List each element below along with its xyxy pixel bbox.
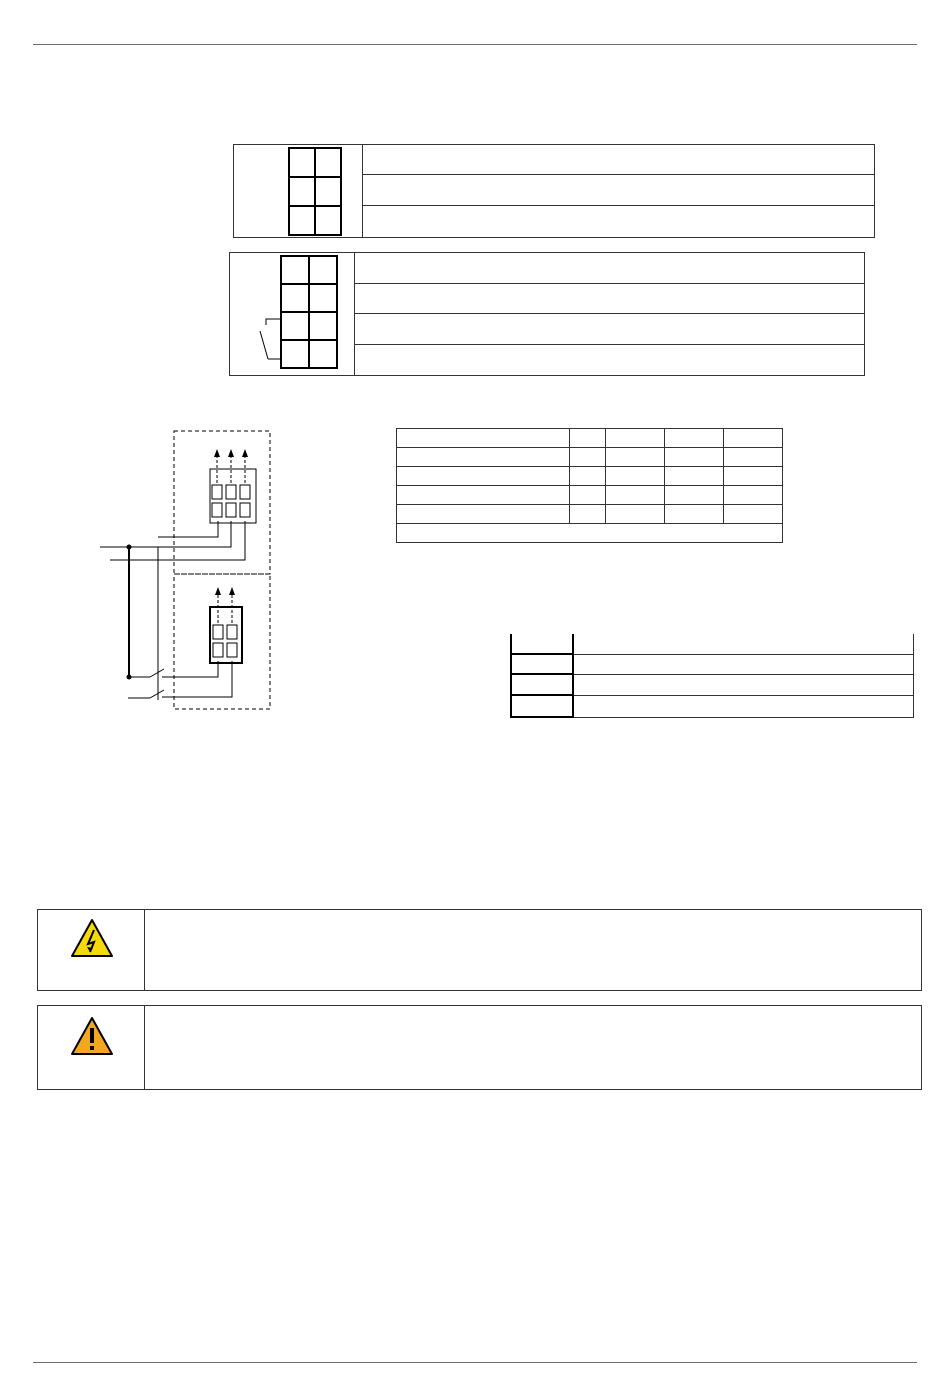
table-row bbox=[397, 486, 783, 505]
table-cell bbox=[724, 467, 783, 486]
table-cell bbox=[397, 429, 570, 448]
table-cell bbox=[606, 448, 665, 467]
table-cell bbox=[569, 505, 606, 524]
table-cell bbox=[606, 505, 665, 524]
table-cell bbox=[569, 467, 606, 486]
electric-hazard-icon bbox=[70, 918, 114, 958]
general-warning-box bbox=[37, 1005, 922, 1090]
table-cell bbox=[606, 486, 665, 505]
terminal-desc-b bbox=[354, 253, 864, 375]
table-row bbox=[397, 505, 783, 524]
wiring-diagram bbox=[100, 425, 280, 715]
spec-table bbox=[396, 428, 783, 543]
electrical-warning-box bbox=[37, 909, 922, 991]
header-rule bbox=[33, 44, 917, 45]
table-cell bbox=[569, 448, 606, 467]
table-cell bbox=[665, 505, 724, 524]
terminal-grid-b bbox=[280, 255, 338, 369]
table-cell bbox=[724, 429, 783, 448]
table-cell bbox=[397, 448, 570, 467]
table-cell bbox=[397, 505, 570, 524]
small-table bbox=[510, 634, 914, 718]
table-cell bbox=[606, 467, 665, 486]
warning-icon-cell bbox=[38, 910, 145, 990]
table-cell bbox=[606, 429, 665, 448]
table-cell bbox=[665, 448, 724, 467]
table-cell bbox=[569, 486, 606, 505]
table-row bbox=[397, 467, 783, 486]
terminal-grid-a bbox=[288, 147, 342, 236]
table-cell bbox=[569, 429, 606, 448]
table-cell bbox=[724, 486, 783, 505]
table-footer bbox=[397, 524, 783, 543]
general-warning-icon bbox=[70, 1016, 114, 1056]
table-footer-row bbox=[397, 524, 783, 543]
table-cell bbox=[665, 467, 724, 486]
warning-icon-cell bbox=[38, 1006, 145, 1089]
table-cell bbox=[724, 448, 783, 467]
table-cell bbox=[724, 505, 783, 524]
footer-rule bbox=[33, 1362, 917, 1363]
table-row bbox=[397, 448, 783, 467]
table-cell bbox=[397, 486, 570, 505]
table-cell bbox=[665, 429, 724, 448]
terminal-block-a bbox=[233, 144, 875, 238]
terminal-desc-a bbox=[362, 145, 874, 237]
table-cell bbox=[665, 486, 724, 505]
table-row bbox=[397, 429, 783, 448]
table-cell bbox=[397, 467, 570, 486]
terminal-block-b bbox=[229, 252, 865, 376]
